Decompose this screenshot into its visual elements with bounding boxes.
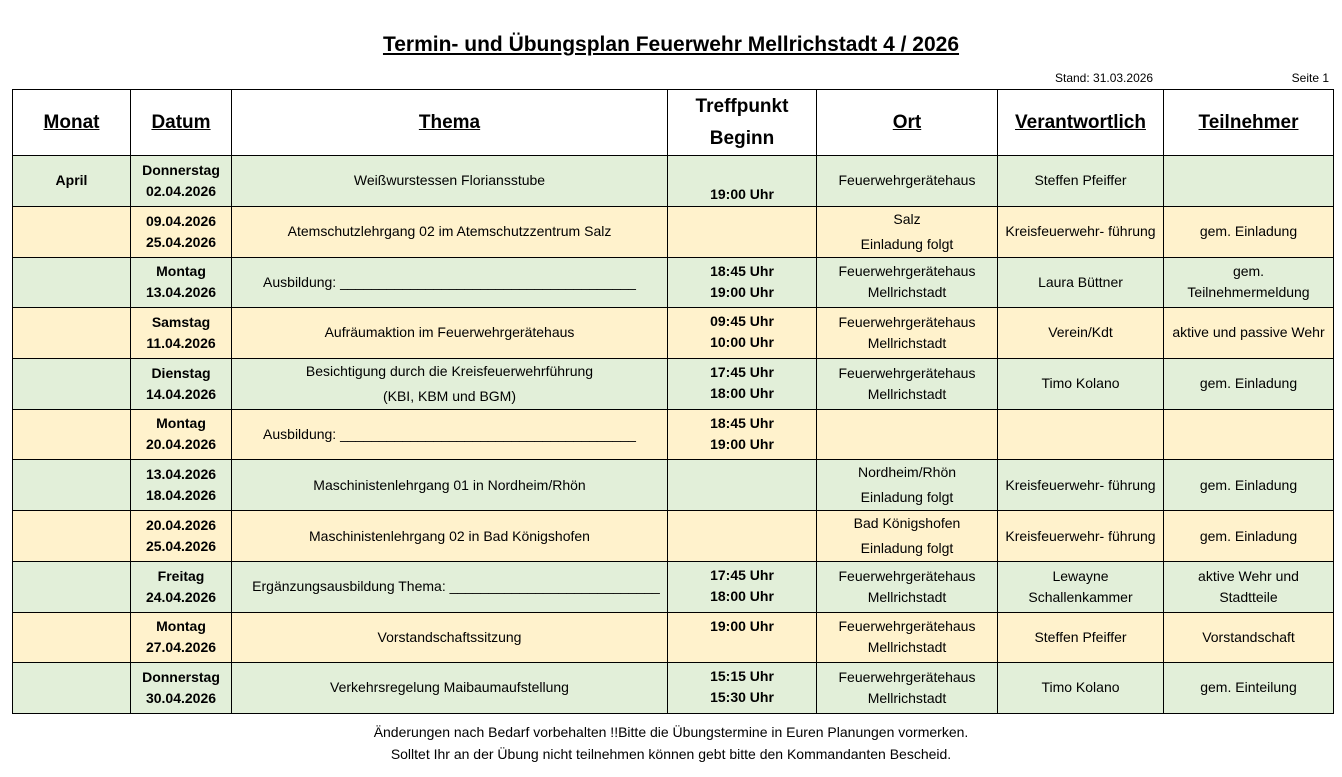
cell-ort: Feuerwehrgerätehaus Mellrichstadt [817, 562, 998, 613]
cell-thema: Vorstandschaftssitzung [232, 612, 668, 663]
cell-verantwortlich: Lewayne Schallenkammer [998, 562, 1164, 613]
header-teilnehmer: Teilnehmer [1164, 90, 1334, 156]
cell-ort: Nordheim/Rhön Einladung folgt [817, 460, 998, 511]
table-row [13, 358, 1334, 409]
cell-ort [817, 409, 998, 460]
cell-monat [13, 562, 131, 613]
cell-teilnehmer: gem. Einladung [1164, 358, 1334, 409]
cell-ort: Feuerwehrgerätehaus Mellrichstadt [817, 257, 998, 308]
cell-thema: Weißwurstessen Floriansstube [232, 156, 668, 207]
cell-ort: Bad Königshofen Einladung folgt [817, 511, 998, 562]
footer-note-2: Solltet Ihr an der Übung nicht teilnehmen können gebt bitte den Kommandanten Bescheid. [390, 746, 952, 762]
cell-verantwortlich: Laura Büttner [998, 257, 1164, 308]
cell-datum: 09.04.2026 25.04.2026 [131, 206, 232, 257]
cell-verantwortlich: Kreisfeuerwehr- führung [998, 206, 1164, 257]
cell-verantwortlich: Steffen Pfeiffer [998, 612, 1164, 663]
table-row [13, 663, 1334, 714]
header-datum: Datum [131, 90, 232, 156]
cell-treffpunkt: 17:45 Uhr 18:00 Uhr [668, 358, 817, 409]
cell-monat: April [13, 156, 131, 207]
cell-teilnehmer [1164, 156, 1334, 207]
cell-verantwortlich: Timo Kolano [998, 663, 1164, 714]
cell-datum: Montag 27.04.2026 [131, 612, 232, 663]
cell-datum: 13.04.2026 18.04.2026 [131, 460, 232, 511]
cell-datum: Montag 20.04.2026 [131, 409, 232, 460]
table-row [13, 156, 1334, 207]
cell-datum: Montag 13.04.2026 [131, 257, 232, 308]
cell-verantwortlich: Steffen Pfeiffer [998, 156, 1164, 207]
cell-thema: Maschinistenlehrgang 01 in Nordheim/Rhön [232, 460, 668, 511]
cell-thema: Ergänzungsausbildung Thema: ___________________________ [232, 562, 668, 613]
table-row [13, 511, 1334, 562]
cell-treffpunkt: 19:00 Uhr [668, 156, 817, 207]
cell-teilnehmer [1164, 409, 1334, 460]
cell-teilnehmer: gem. Einteilung [1164, 663, 1334, 714]
cell-datum: Samstag 11.04.2026 [131, 308, 232, 359]
table-row [13, 409, 1334, 460]
cell-teilnehmer: Vorstandschaft [1164, 612, 1334, 663]
table-header-row [13, 90, 1334, 156]
table-row [13, 612, 1334, 663]
cell-treffpunkt: 18:45 Uhr 19:00 Uhr [668, 257, 817, 308]
cell-teilnehmer: gem. Teilnehmermeldung [1164, 257, 1334, 308]
stand-date: Stand: 31.03.2026 [1055, 71, 1154, 85]
table-row [13, 460, 1334, 511]
cell-verantwortlich [998, 409, 1164, 460]
cell-treffpunkt [668, 206, 817, 257]
page-title: Termin- und Übungsplan Feuerwehr Mellrichstadt 4 / 2026 [382, 33, 960, 56]
cell-datum: Dienstag 14.04.2026 [131, 358, 232, 409]
cell-verantwortlich: Timo Kolano [998, 358, 1164, 409]
cell-monat [13, 206, 131, 257]
cell-treffpunkt: 19:00 Uhr [668, 612, 817, 663]
cell-treffpunkt [668, 460, 817, 511]
table-row [13, 257, 1334, 308]
header-treffpunkt: Treffpunkt Beginn [668, 90, 817, 156]
cell-teilnehmer: aktive und passive Wehr [1164, 308, 1334, 359]
table-row [13, 308, 1334, 359]
cell-monat [13, 257, 131, 308]
schedule-table [12, 89, 1334, 714]
header-verantwortlich: Verantwortlich [998, 90, 1164, 156]
cell-thema: Aufräumaktion im Feuerwehrgerätehaus [232, 308, 668, 359]
cell-ort: Feuerwehrgerätehaus Mellrichstadt [817, 358, 998, 409]
header-monat: Monat [13, 90, 131, 156]
table-row [13, 206, 1334, 257]
cell-treffpunkt: 17:45 Uhr 18:00 Uhr [668, 562, 817, 613]
cell-ort: Feuerwehrgerätehaus Mellrichstadt [817, 308, 998, 359]
cell-datum: Donnerstag 02.04.2026 [131, 156, 232, 207]
cell-thema: Ausbildung: ______________________________________ [232, 257, 668, 308]
cell-monat [13, 663, 131, 714]
cell-monat [13, 612, 131, 663]
cell-treffpunkt: 15:15 Uhr 15:30 Uhr [668, 663, 817, 714]
cell-thema: Maschinistenlehrgang 02 in Bad Königshofen [232, 511, 668, 562]
page-number: Seite 1 [1291, 71, 1329, 85]
cell-verantwortlich: Kreisfeuerwehr- führung [998, 511, 1164, 562]
cell-ort: Feuerwehrgerätehaus Mellrichstadt [817, 612, 998, 663]
cell-treffpunkt [668, 511, 817, 562]
cell-ort: Feuerwehrgerätehaus [817, 156, 998, 207]
cell-thema: Verkehrsregelung Maibaumaufstellung [232, 663, 668, 714]
cell-treffpunkt: 18:45 Uhr 19:00 Uhr [668, 409, 817, 460]
cell-monat [13, 358, 131, 409]
cell-thema: Atemschutzlehrgang 02 im Atemschutzzentrum Salz [232, 206, 668, 257]
cell-datum: Freitag 24.04.2026 [131, 562, 232, 613]
cell-ort: Feuerwehrgerätehaus Mellrichstadt [817, 663, 998, 714]
cell-verantwortlich: Verein/Kdt [998, 308, 1164, 359]
cell-thema: Besichtigung durch die Kreisfeuerwehrführung (KBI, KBM und BGM) [232, 358, 668, 409]
cell-teilnehmer: aktive Wehr und Stadtteile [1164, 562, 1334, 613]
cell-thema: Ausbildung: ______________________________________ [232, 409, 668, 460]
table-row [13, 562, 1334, 613]
cell-monat [13, 511, 131, 562]
cell-monat [13, 308, 131, 359]
header-thema: Thema [232, 90, 668, 156]
header-ort: Ort [817, 90, 998, 156]
cell-verantwortlich: Kreisfeuerwehr- führung [998, 460, 1164, 511]
cell-monat [13, 409, 131, 460]
cell-teilnehmer: gem. Einladung [1164, 511, 1334, 562]
cell-treffpunkt: 09:45 Uhr 10:00 Uhr [668, 308, 817, 359]
cell-teilnehmer: gem. Einladung [1164, 206, 1334, 257]
cell-datum: 20.04.2026 25.04.2026 [131, 511, 232, 562]
footer-note-1: Änderungen nach Bedarf vorbehalten !!Bitte die Übungstermine in Euren Planungen vormerken. [373, 724, 969, 740]
cell-datum: Donnerstag 30.04.2026 [131, 663, 232, 714]
cell-teilnehmer: gem. Einladung [1164, 460, 1334, 511]
cell-monat [13, 460, 131, 511]
cell-ort: Salz Einladung folgt [817, 206, 998, 257]
